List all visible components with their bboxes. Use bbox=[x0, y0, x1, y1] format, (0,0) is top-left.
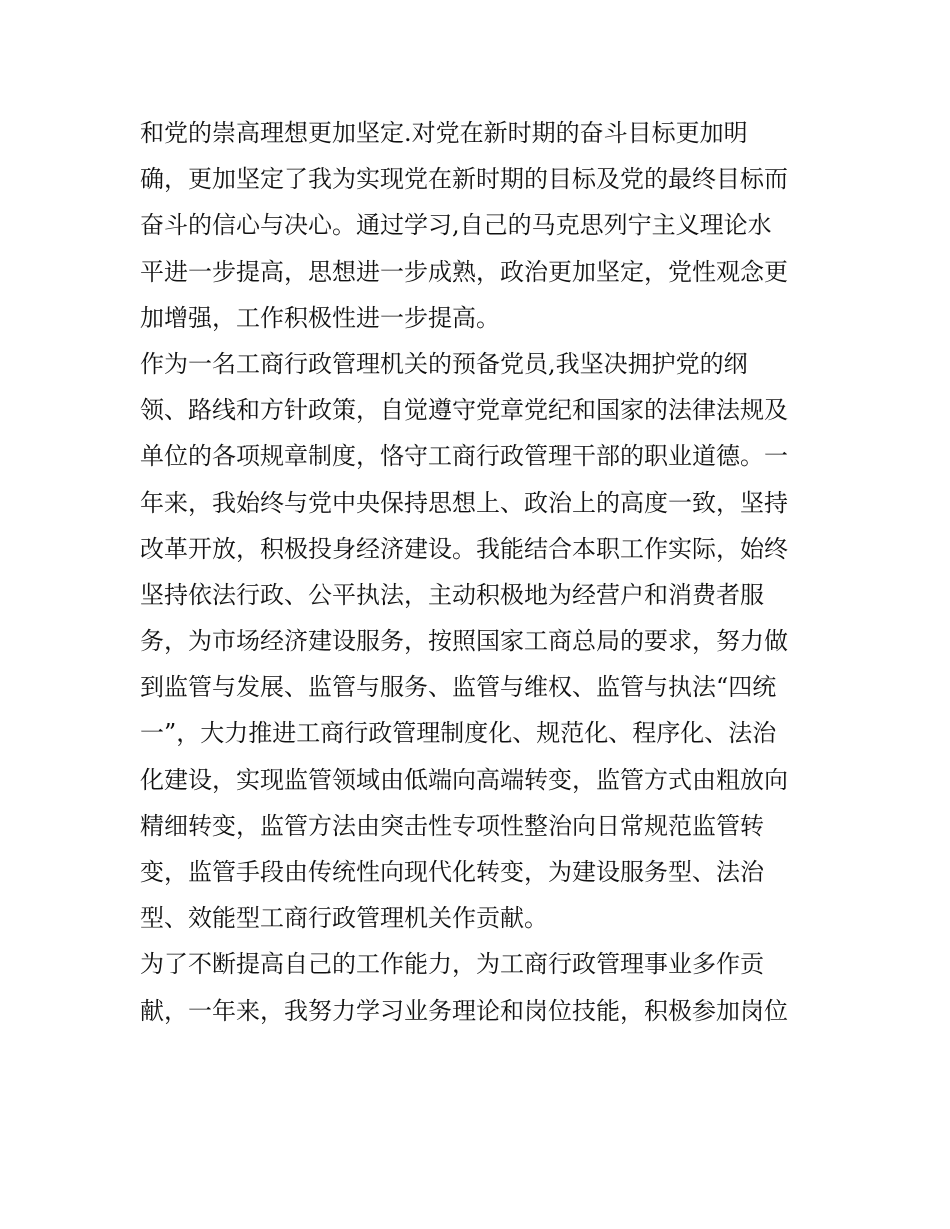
text-line: 化建设，实现监管领域由低端向高端转变，监管方式由粗放向 bbox=[140, 765, 788, 794]
text-line: 单位的各项规章制度，恪守工商行政管理干部的职业道德。一 bbox=[140, 442, 788, 471]
text-line: 为了不断提高自己的工作能力，为工商行政管理事业多作贡 bbox=[140, 950, 764, 979]
text-line: 领、路线和方针政策，自觉遵守党章党纪和国家的法律法规及 bbox=[140, 396, 788, 425]
text-line: 到监管与发展、监管与服务、监管与维权、监管与执法“四统 bbox=[140, 673, 777, 702]
text-line: 年来，我始终与党中央保持思想上、政治上的高度一致，坚持 bbox=[140, 488, 788, 517]
text-line: 型、效能型工商行政管理机关作贡献。 bbox=[140, 904, 548, 933]
text-line: 改革开放，积极投身经济建设。我能结合本职工作实际，始终 bbox=[140, 534, 788, 563]
text-line: 一”，大力推进工商行政管理制度化、规范化、程序化、法治 bbox=[140, 719, 777, 748]
text-line: 献，一年来，我努力学习业务理论和岗位技能，积极参加岗位 bbox=[140, 996, 788, 1025]
text-line: 确，更加坚定了我为实现党在新时期的目标及党的最终目标而 bbox=[140, 165, 788, 194]
text-line: 和党的崇高理想更加坚定.对党在新时期的奋斗目标更加明 bbox=[140, 119, 748, 147]
text-line: 作为一名工商行政管理机关的预备党员,我坚决拥护党的纲 bbox=[140, 349, 748, 378]
text-line: 坚持依法行政、公平执法，主动积极地为经营户和消费者服 bbox=[140, 580, 764, 609]
text-line: 加增强，工作积极性进一步提高。 bbox=[140, 303, 500, 332]
body-text bbox=[140, 110, 820, 1034]
text-line: 精细转变，监管方法由突击性专项性整治向日常规范监管转 bbox=[140, 811, 764, 840]
text-line: 变，监管手段由传统性向现代化转变，为建设服务型、法治 bbox=[140, 858, 764, 886]
text-line: 平进一步提高，思想进一步成熟，政治更加坚定，党性观念更 bbox=[140, 257, 788, 286]
text-line: 奋斗的信心与决心。通过学习,自己的马克思列宁主义理论水 bbox=[140, 211, 772, 240]
text-line: 务，为市场经济建设服务，按照国家工商总局的要求，努力做 bbox=[140, 627, 788, 656]
